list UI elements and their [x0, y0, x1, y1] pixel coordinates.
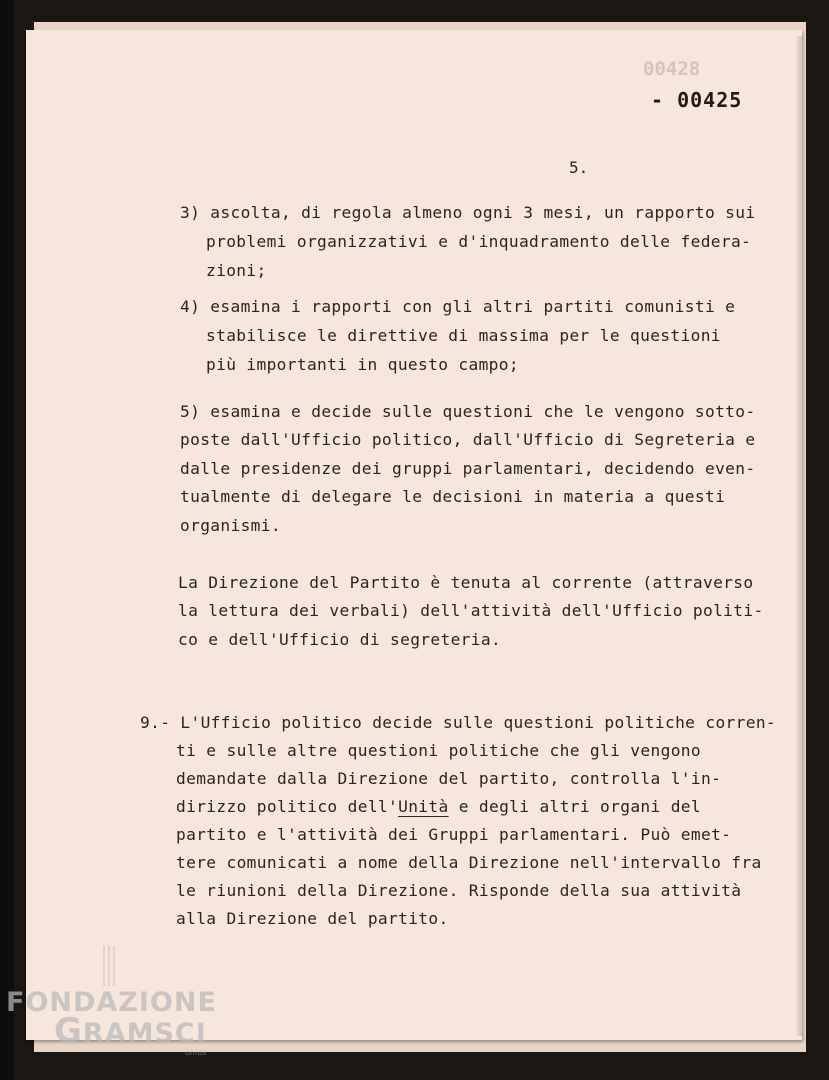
underlined-title: Unità — [398, 797, 449, 816]
text-line: ti e sulle altre questioni politiche che gli vengono — [176, 741, 701, 760]
text-line: tere comunicati a nome della Direzione nell'intervallo fra — [176, 853, 762, 872]
text-line: tualmente di delegare le decisioni in materia a questi — [180, 487, 726, 506]
text-line: le riunioni della Direzione. Risponde della sua attività — [176, 881, 742, 900]
page-number: 5. — [569, 158, 589, 177]
watermark-line2: RAMSCI — [82, 1018, 207, 1049]
text-line: alla Direzione del partito. — [176, 909, 449, 928]
text-segment: dirizzo politico dell' — [176, 797, 399, 816]
watermark-line1: FONDAZIONE — [6, 987, 217, 1018]
text-line: 4) esamina i rapporti con gli altri partiti comunisti e — [180, 297, 736, 316]
text-line: 3) ascolta, di regola almeno ogni 3 mesi, un rapporto sui — [180, 203, 756, 222]
text-line — [176, 797, 701, 816]
scan-border — [0, 0, 14, 1080]
text-line: stabilisce le direttive di massima per le questioni — [206, 326, 721, 345]
watermark-logo — [6, 987, 217, 1051]
page-edge — [796, 36, 802, 1036]
text-line: 5) esamina e decide sulle questioni che le vengono sotto- — [180, 402, 756, 421]
text-line: partito e l'attività dei Gruppi parlamentari. Può emet- — [176, 825, 732, 844]
show-through-number: 00428 — [643, 58, 701, 80]
binding-marks — [103, 946, 115, 986]
text-line: organismi. — [180, 516, 281, 535]
text-line: demandate dalla Direzione del partito, controlla l'in- — [176, 769, 722, 788]
watermark-initial: G — [54, 1011, 83, 1051]
text-line: poste dall'Ufficio politico, dall'Ufficio di Segreteria e — [180, 430, 756, 449]
text-line: La Direzione del Partito è tenuta al corrente (attraverso — [178, 573, 754, 592]
text-line: zioni; — [206, 261, 267, 280]
watermark-sub: onlus — [185, 1048, 207, 1057]
text-segment: e degli altri organi del — [448, 797, 701, 816]
text-line: dalle presidenze dei gruppi parlamentari, decidendo even- — [180, 459, 756, 478]
document-number: - 00425 — [651, 88, 743, 112]
text-line: problemi organizzativi e d'inquadramento delle federa- — [206, 232, 752, 251]
text-line: più importanti in questo campo; — [206, 355, 519, 374]
text-line: co e dell'Ufficio di segreteria. — [178, 630, 502, 649]
text-line: 9.- L'Ufficio politico decide sulle questioni politiche corren- — [140, 713, 777, 732]
text-line: la lettura dei verbali) dell'attività dell'Ufficio politi- — [178, 601, 764, 620]
